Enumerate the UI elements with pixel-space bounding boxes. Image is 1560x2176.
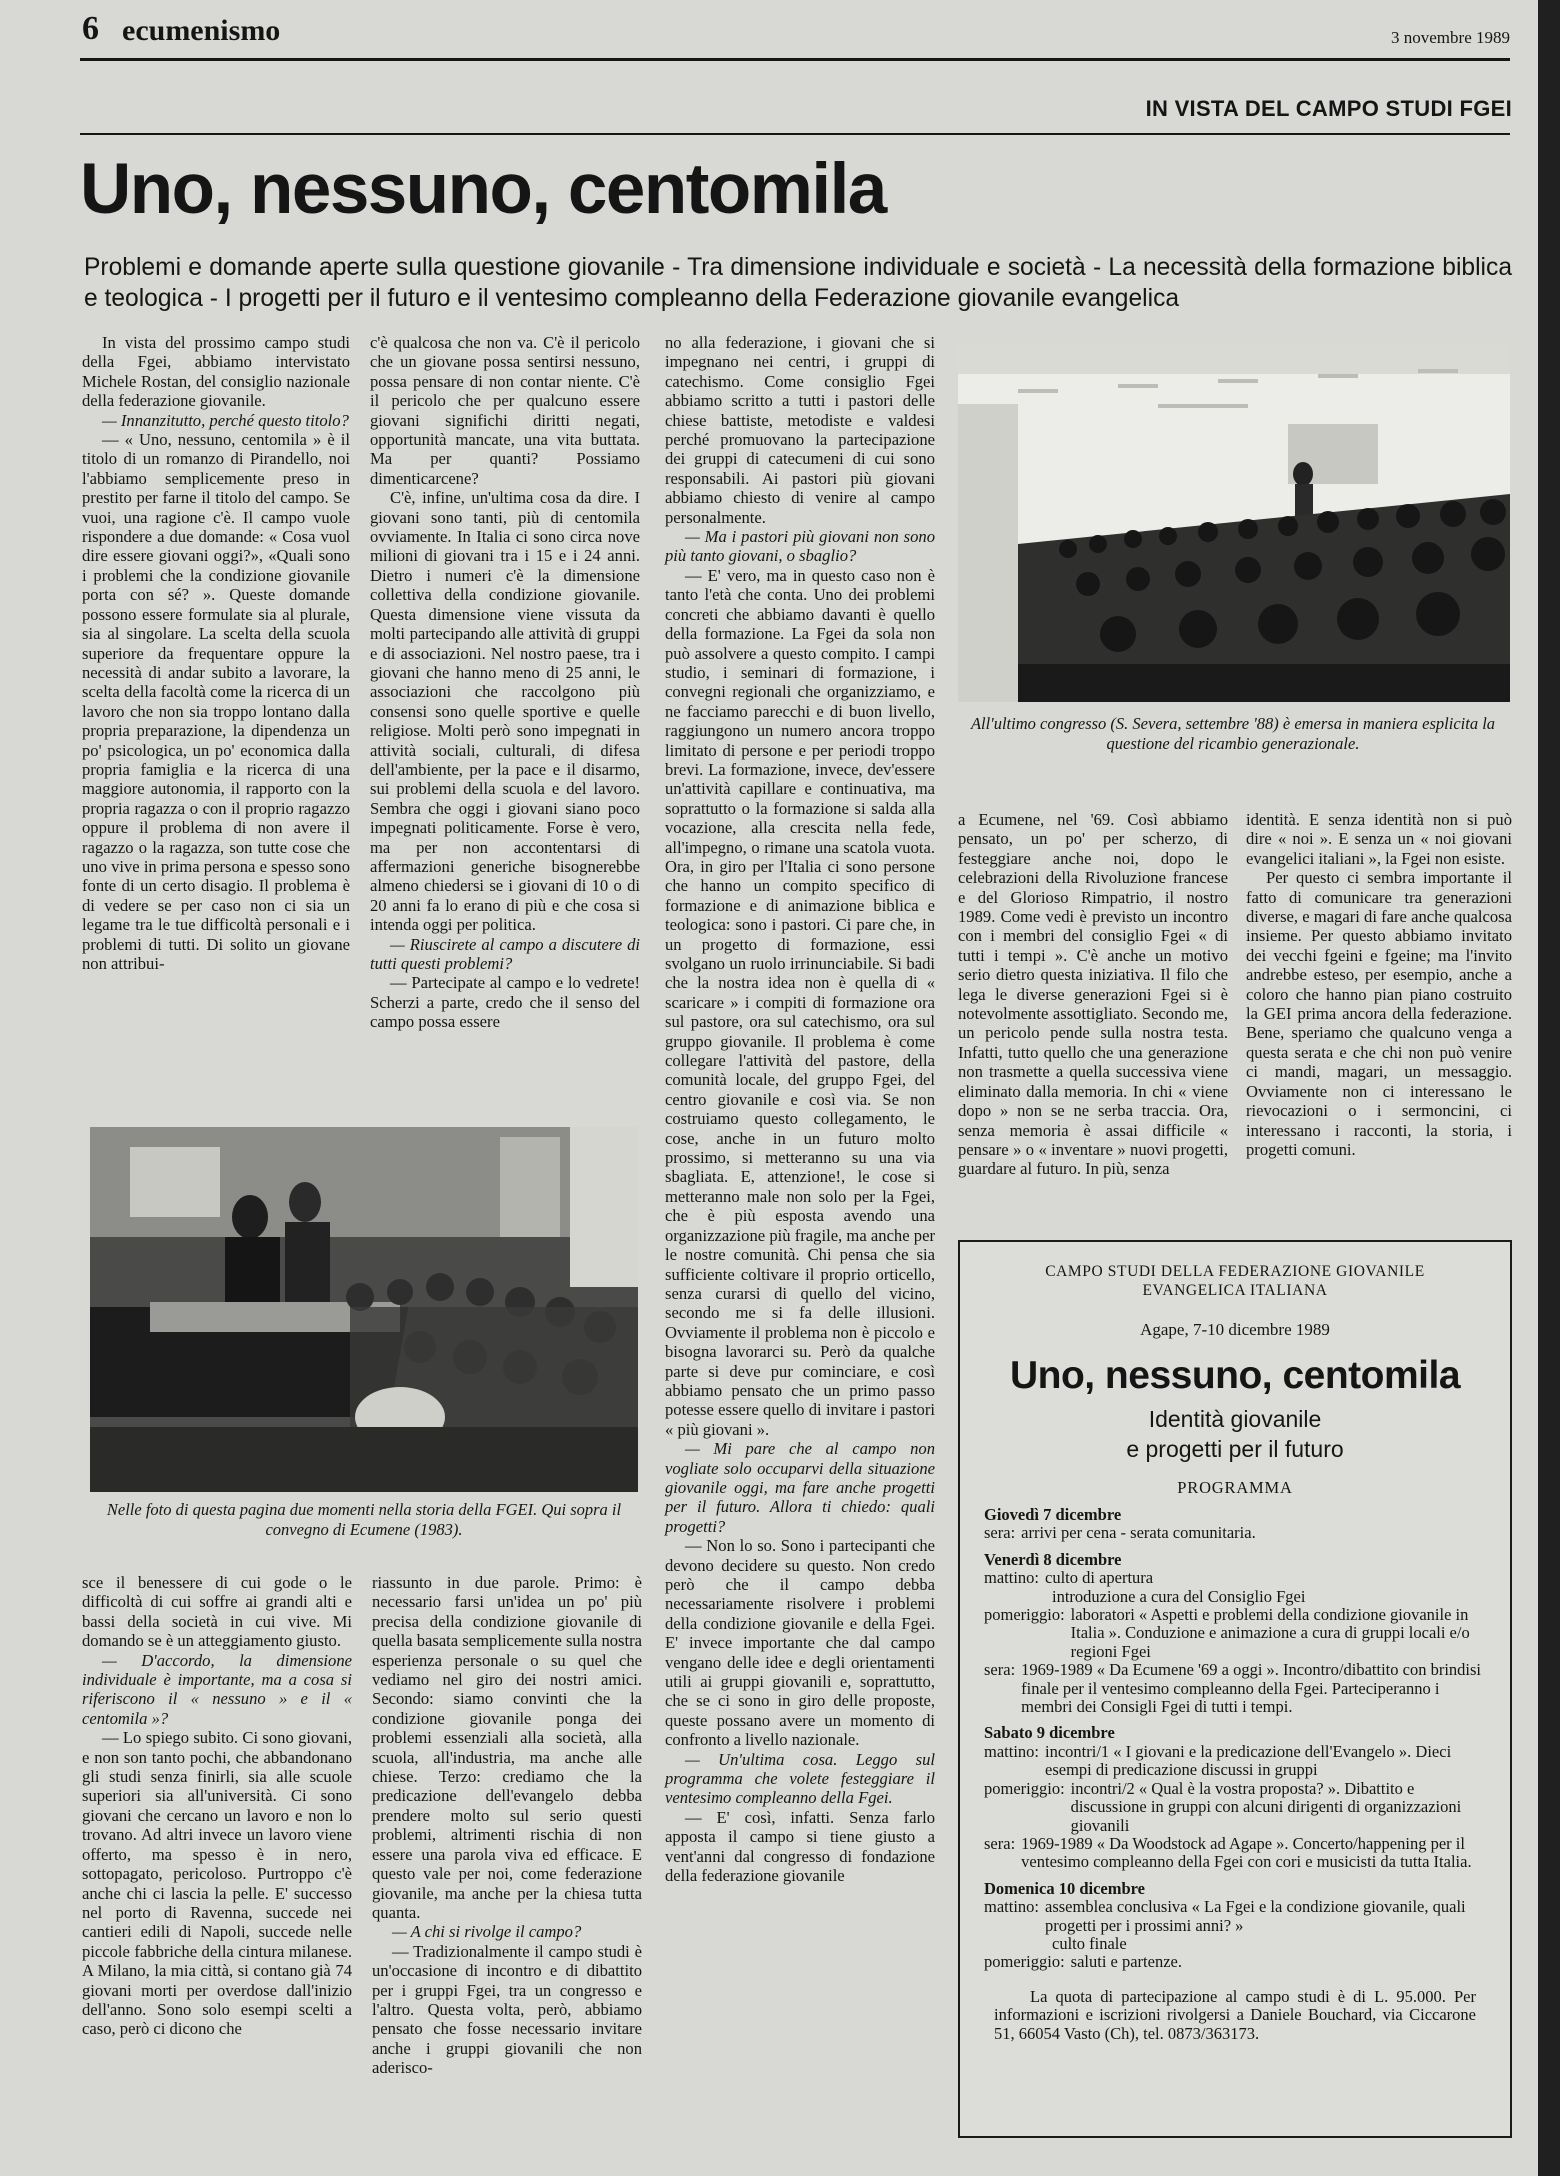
photo-congress-1988 (958, 344, 1510, 702)
kicker-rule (80, 133, 1510, 135)
program-item-time: mattino: (984, 1741, 1039, 1761)
page-number: 6 (82, 10, 99, 47)
program-item-text: 1969-1989 « Da Woodstock ad Agape ». Concerto/happening per il ventesimo compleanno della Fgei con cori e musicisti da tutta Italia. (1021, 1833, 1472, 1872)
program-item-text: saluti e partenze. (1070, 1952, 1182, 1972)
program-item-text: arrivi per cena - serata comunitaria. (1021, 1523, 1256, 1543)
article-paragraph: — E' vero, ma in questo caso non è tanto l'età che conta. Uno dei problemi concreti che abbiamo davanti è quello della formazione. La Fgei da sola non può assolvere a questo compito. I campi studio, i seminari di formazione, i convegni regionali che organizziamo, e ne facciamo parecchi e di buon livello, raggiungono un numero ancora troppo limitato di persone e per periodi troppo brevi. La formazione, invece, dev'essere un'attività capillare e continuativa, ma soprattutto o la formazione si salda alla vocazione, alla crescita nella fede, all'impegno, o rimane una scatola vuota. Ora, in giro per l'Italia ci sono persone che hanno un compito specifico di formazione e di animazione biblica e teologica: sono i pastori. Ci pare che, in un progetto di formazione, essi svolgano un ruolo irrinunciabile. Si badi che la nostra idea non è quella di « scaricare » i compiti di formazione ora sul pastore, ora sul catechismo, ora sul gruppo giovanile. Il problema è come collegare l'attività del pastore, della comunità locale, del gruppo Fgei, del centro giovanile e così via. Se non costruiamo questo collegamento, le cose, anche in un futuro molto prossimo, si metteranno su una via sbagliata. E, attenzione!, le cose si metteranno male non solo per la Fgei, che è più esposta avendo una organizzazione più fragile, ma anche per le nostre comunità. Chi pensa che sia sufficiente coltivare il proprio orticello, senza curarsi di quello del vicino, secondo me si fa delle illusioni. Ovviamente il problema non è piccolo e bisogna lavorarci su. Però da qualche parte si deve pur cominciare, e così abbiamo pensato che un primo passo potesse essere quello di invitare i pastori « più giovani ». (665, 565, 935, 1439)
article-paragraph: no alla federazione, i giovani che si impegnano nei centri, i gruppi di catechismo. Come consiglio Fgei abbiamo scritto a tutti i pastori delle chiese battiste, metodiste e valdesi perché promuovano la partecipazione dei gruppi di catecumeni di cui sono responsabili. Ai pastori più giovani abbiamo chiesto di venire al campo personalmente. (665, 333, 935, 527)
program-item (984, 1588, 1486, 1606)
program-item-text: laboratori « Aspetti e problemi della condizione giovanile in Italia ». Conduzione e animazione a cura di gruppi locali e/o regioni Fgei (1070, 1605, 1470, 1661)
program-place-date: Agape, 7-10 dicembre 1989 (1140, 1320, 1330, 1339)
program-item-text: assemblea conclusiva « La Fgei e la condizione giovanile, quali progetti per i prossimi anni? » (1045, 1897, 1466, 1935)
headline: Uno, nessuno, centomila (80, 150, 886, 229)
program-item-time: sera: (984, 1660, 1016, 1680)
interview-question: — Ma i pastori più giovani non sono più tanto giovani, o sbaglio? (665, 527, 935, 566)
program-item (984, 1743, 1486, 1780)
program-subtitle-1: Identità giovanile (1148, 1406, 1322, 1432)
article-paragraph: — E' così, infatti. Senza farlo apposta il campo si tiene giusto a vent'anni dal congresso di fondazione della federazione giovanile (665, 1807, 935, 1886)
article-column-4 (958, 810, 1228, 1179)
article-column-3 (665, 333, 935, 1886)
program-day: Domenica 10 dicembre (984, 1878, 1145, 1898)
article-paragraph: — Non lo so. Sono i partecipanti che devono decidere su questo. Non credo però che il campo debba necessariamente risolvere i problemi della condizione giovanile e della Fgei. E' invece importante che dal campo vengano delle idee e degli orientamenti utili ai gruppi giovanili e, soprattutto, che se ci sono in giro delle proposte, queste possano avere un momento di confronto a livello nazionale. (665, 1536, 935, 1750)
article-paragraph: c'è qualcosa che non va. C'è il pericolo che un giovane possa sentirsi nessuno, possa pensare di non contar niente. C'è il pericolo che per qualcuno essere giovani significhi diritti negati, opportunità mancate, una vita buttata. Ma per quanti? Possiamo dimenticarcene? (370, 333, 640, 488)
article-column-2-top (370, 333, 640, 1032)
program-day: Venerdì 8 dicembre (984, 1549, 1122, 1569)
article-column-1-bottom (82, 1573, 352, 2039)
program-schedule (984, 1506, 1486, 2043)
caption-top-photo: All'ultimo congresso (S. Severa, settembre '88) è emersa in maniera esplicita la questione del ricambio generazionale. (970, 714, 1496, 753)
photo-congress-image (958, 344, 1510, 702)
program-label: PROGRAMMA (1177, 1478, 1293, 1497)
article-paragraph: a Ecumene, nel '69. Così abbiamo pensato, un po' per scherzo, di festeggiare anche noi, dopo le celebrazioni della Rivoluzione francese e del Glorioso Rimpatrio, il nostro 1989. Come vedi è previsto un incontro con i membri del consiglio Fgei « di tutti i tempi ». C'è anche un motivo serio dietro questa iniziativa. Il filo che lega le diverse generazioni Fgei si è notevolmente assottigliato. Secondo me, un pericolo pende sulla nostra testa. Infatti, tutto quello che una generazione non trasmette a quella successiva viene eliminato dalla memoria. In chi « viene dopo » non se ne serba traccia. Ora, senza memoria è assai difficile « pensare » o « inventare » nuovi progetti, guardare al futuro. In più, senza (958, 810, 1228, 1179)
program-item-time: mattino: (984, 1568, 1039, 1588)
program-item (984, 1569, 1486, 1587)
program-item-text: 1969-1989 « Da Ecumene '69 a oggi ». Incontro/dibattito con brindisi finale per il ventesimo compleanno della Fgei. Parteciperanno i membri dei Consigli Fgei di tutti i tempi. (1021, 1660, 1481, 1717)
interview-question: — Un'ultima cosa. Leggo sul programma che volete festeggiare il ventesimo compleanno della Fgei. (665, 1749, 935, 1808)
caption-bottom-photo: Nelle foto di questa pagina due momenti nella storia della FGEI. Qui sopra il convegno di Ecumene (1983). (106, 1500, 622, 1539)
program-item-text: culto finale (1052, 1933, 1127, 1953)
article-column-2-bottom (372, 1573, 642, 2078)
article-column-5 (1246, 810, 1512, 1159)
issue-date: 3 novembre 1989 (1391, 28, 1510, 47)
program-item-time: sera: (984, 1523, 1016, 1543)
article-paragraph: — Tradizionalmente il campo studi è un'occasione di incontro e di dibattito per i gruppi Fgei, tra un congresso e l'altro. Questa volta, però, abbiamo pensato che fosse necessario invitare anche i gruppi giovanili che non aderisco- (372, 1941, 642, 2078)
program-subtitle-2: e progetti per il futuro (1126, 1436, 1344, 1462)
program-item-time: pomeriggio: (984, 1605, 1065, 1625)
program-item (984, 1935, 1486, 1953)
article-paragraph: C'è, infine, un'ultima cosa da dire. I giovani sono tanti, più di centomila ovviamente. In Italia ci sono circa nove milioni di giovani tra i 15 e i 24 anni. Dietro i numeri c'è la dimensione collettiva della condizione giovanile. Questa dimensione viene vissuta da molti partecipando alle attività di gruppi e di associazioni. Nel nostro paese, tra i giovani che hanno meno di 25 anni, le associazioni che raccolgono più consensi sono quelle sportive e quelle religiose. Molti però sono impegnati in attività sociali, culturali, di difesa dell'ambiente, per la pace e il disarmo, sui problemi della scuola e del lavoro. Sembra che oggi i giovani siano poco impegnati politicamente. Forse è vero, ma per non accontentarsi di affermazioni generiche bisognerebbe almeno chiedersi se i giovani di 10 o di 20 anni fa lo erano di più e che cosa si intenda oggi per politica. (370, 488, 640, 935)
article-paragraph: riassunto in due parole. Primo: è necessario farsi un'idea un po' più precisa della condizione giovanile di quella basata semplicemente sulla nostra esperienza personale o su quel che vediamo nel giro dei nostri amici. Secondo: siamo convinti che la condizione giovanile ponga dei problemi essenziali alla società, alla scuola, all'industria, ma anche alle chiese. Terzo: crediamo che la predicazione dell'evangelo debba prendere molto sul serio questi problemi, altrimenti rischia di non essere una parola viva ed efficace. E questo vale per noi, come federazione giovanile, ma anche per la chiesa tutta quanta. (372, 1573, 643, 1922)
page-edge (1538, 0, 1560, 2176)
program-organizer: CAMPO STUDI DELLA FEDERAZIONE GIOVANILE EVANGELICA ITALIANA (1045, 1263, 1425, 1299)
program-item (984, 1780, 1486, 1835)
program-item (984, 1835, 1486, 1872)
subheadline: Problemi e domande aperte sulla questione giovanile - Tra dimensione individuale e società - La necessità della formazione biblica e teologica - I progetti per il futuro e il ventesimo compleanno della Federazione giovanile evangelica (84, 254, 1512, 312)
program-item (984, 1661, 1486, 1716)
interview-question: — D'accordo, la dimensione individuale è importante, ma a cosa si riferiscono il « nessuno » e il « centomila »? (82, 1650, 352, 1728)
program-box (958, 1240, 1512, 2138)
photo-ecumene-image (90, 1127, 638, 1492)
article-paragraph: In vista del prossimo campo studi della Fgei, abbiamo intervistato Michele Rostan, del consiglio nazionale della federazione giovanile. (82, 333, 350, 411)
interview-question: — A chi si rivolge il campo? (392, 1922, 582, 1942)
program-footer: La quota di partecipazione al campo studi è di L. 95.000. Per informazioni e iscrizioni rivolgersi a Daniele Bouchard, via Ciccarone 51, 66054 Vasto (Ch), tel. 0873/363173. (994, 1986, 1476, 2043)
program-item (984, 1953, 1486, 1971)
section-name: ecumenismo (122, 14, 281, 47)
article-paragraph: sce il benessere di cui gode o le difficoltà di cui soffre ai grandi alti e bassi della società in cui vive. Mi domando se è un atteggiamento giusto. (82, 1573, 352, 1651)
program-item-time: pomeriggio: (984, 1778, 1065, 1798)
article-paragraph: — Partecipate al campo e lo vedrete! Scherzi a parte, credo che il senso del campo possa essere (370, 973, 640, 1032)
article-paragraph: identità. E senza identità non si può dire « noi ». E senza un « noi giovani evangelici italiani », la Fgei non esiste. (1246, 810, 1512, 868)
interview-question: — Mi pare che al campo non vogliate solo occuparvi della situazione giovanile oggi, ma fare anche progetti per il futuro. Allora ti chiedo: quali progetti? (665, 1439, 935, 1536)
program-item (984, 1898, 1486, 1935)
interview-question: — Innanzitutto, perché questo titolo? (102, 410, 349, 430)
program-item (984, 1524, 1486, 1542)
article-column-1-top (82, 333, 350, 973)
program-day: Giovedì 7 dicembre (984, 1505, 1122, 1524)
kicker: IN VISTA DEL CAMPO STUDI FGEI (1145, 96, 1512, 121)
program-item-text: incontri/2 « Qual è la vostra proposta? ». Dibattito e discussione in gruppi con alcuni dirigenti di organizzazioni giovanili (1070, 1778, 1462, 1835)
photo-ecumene-1983 (90, 1127, 638, 1492)
program-day: Sabato 9 dicembre (984, 1723, 1115, 1743)
program-item-time: mattino: (984, 1897, 1039, 1917)
program-title: Uno, nessuno, centomila (1009, 1354, 1461, 1397)
program-item (984, 1606, 1486, 1661)
program-item-text: culto di apertura (1045, 1568, 1154, 1588)
program-item-time: pomeriggio: (984, 1952, 1065, 1972)
article-paragraph: — Lo spiego subito. Ci sono giovani, e non son tanto pochi, che abbandonano gli studi senza finirli, sia alle scuole superiori sia all'università. Ci sono giovani che cercano un lavoro e non lo trovano. Ad altri invece un lavoro viene offerto, ma spesso è in nero, sottopagato, pericoloso. Purtroppo c'è anche chi ci lascia la pelle. E' successo nel porto di Ravenna, succede nei cantieri edili di Napoli, succede nelle piccole fabbriche della cintura milanese. A Milano, la mia città, si contano già 74 giovani morti per overdose dall'inizio dell'anno. Sono solo esempi scelti a caso, però ci dicono che (82, 1728, 352, 2039)
article-paragraph: Per questo ci sembra importante il fatto di comunicare tra generazioni diverse, e magari di fare anche qualcosa insieme. Per questo abbiamo invitato dei vecchi fgeini e fgeine; ma l'invito andrebbe esteso, per esempio, anche a coloro che hanno pian piano costruito la GEI prima ancora della federazione. Bene, speriamo che qualcuno venga a questa serata e che chi non può venire ci mandi, magari, un messaggio. Ovviamente non ci interessano le rievocazioni o i sermoncini, ci interessano i racconti, la storia, i progetti comuni. (1246, 868, 1512, 1159)
program-item-time: sera: (984, 1833, 1016, 1853)
article-paragraph: — « Uno, nessuno, centomila » è il titolo di un romanzo di Pirandello, noi l'abbiamo semplicemente preso in prestito per farne il titolo del campo. Se vuoi, una ragione c'è. Il campo vuole rispondere a due domande: « Cosa vuol dire essere giovani oggi?», «Quali sono i problemi che la condizione giovanile porta con sé? ». Queste domande possono essere formulate sia al plurale, sia al singolare. La scelta della scuola superiore da frequentare oppure la necessità di andar subito a lavorare, la scelta della facoltà come la ricerca di un lavoro che non sia troppo lontano dalla propria preparazione, la dipendenza un po' psicologica, un po' economica dalla propria famiglia e la ricerca di una maggiore autonomia, il rapporto con la propria ragazza o con il proprio ragazzo oppure il problema di non avere il ragazzo o la ragazza, son tutte cose che uno vive in prima persona e spesso sono fonte di un certo disagio. Il problema è di vedere se per caso non ci sia un legame tra le tue difficoltà personali e i problemi di tutti. Di solito un giovane non attribui- (82, 430, 350, 973)
program-item-text: introduzione a cura del Consiglio Fgei (1052, 1586, 1306, 1606)
program-item-text: incontri/1 « I giovani e la predicazione dell'Evangelo ». Dieci esempi di predicazione discussi in gruppi (1045, 1741, 1452, 1780)
interview-question: — Riuscirete al campo a discutere di tutti questi problemi? (370, 934, 640, 973)
masthead-rule (80, 58, 1510, 61)
